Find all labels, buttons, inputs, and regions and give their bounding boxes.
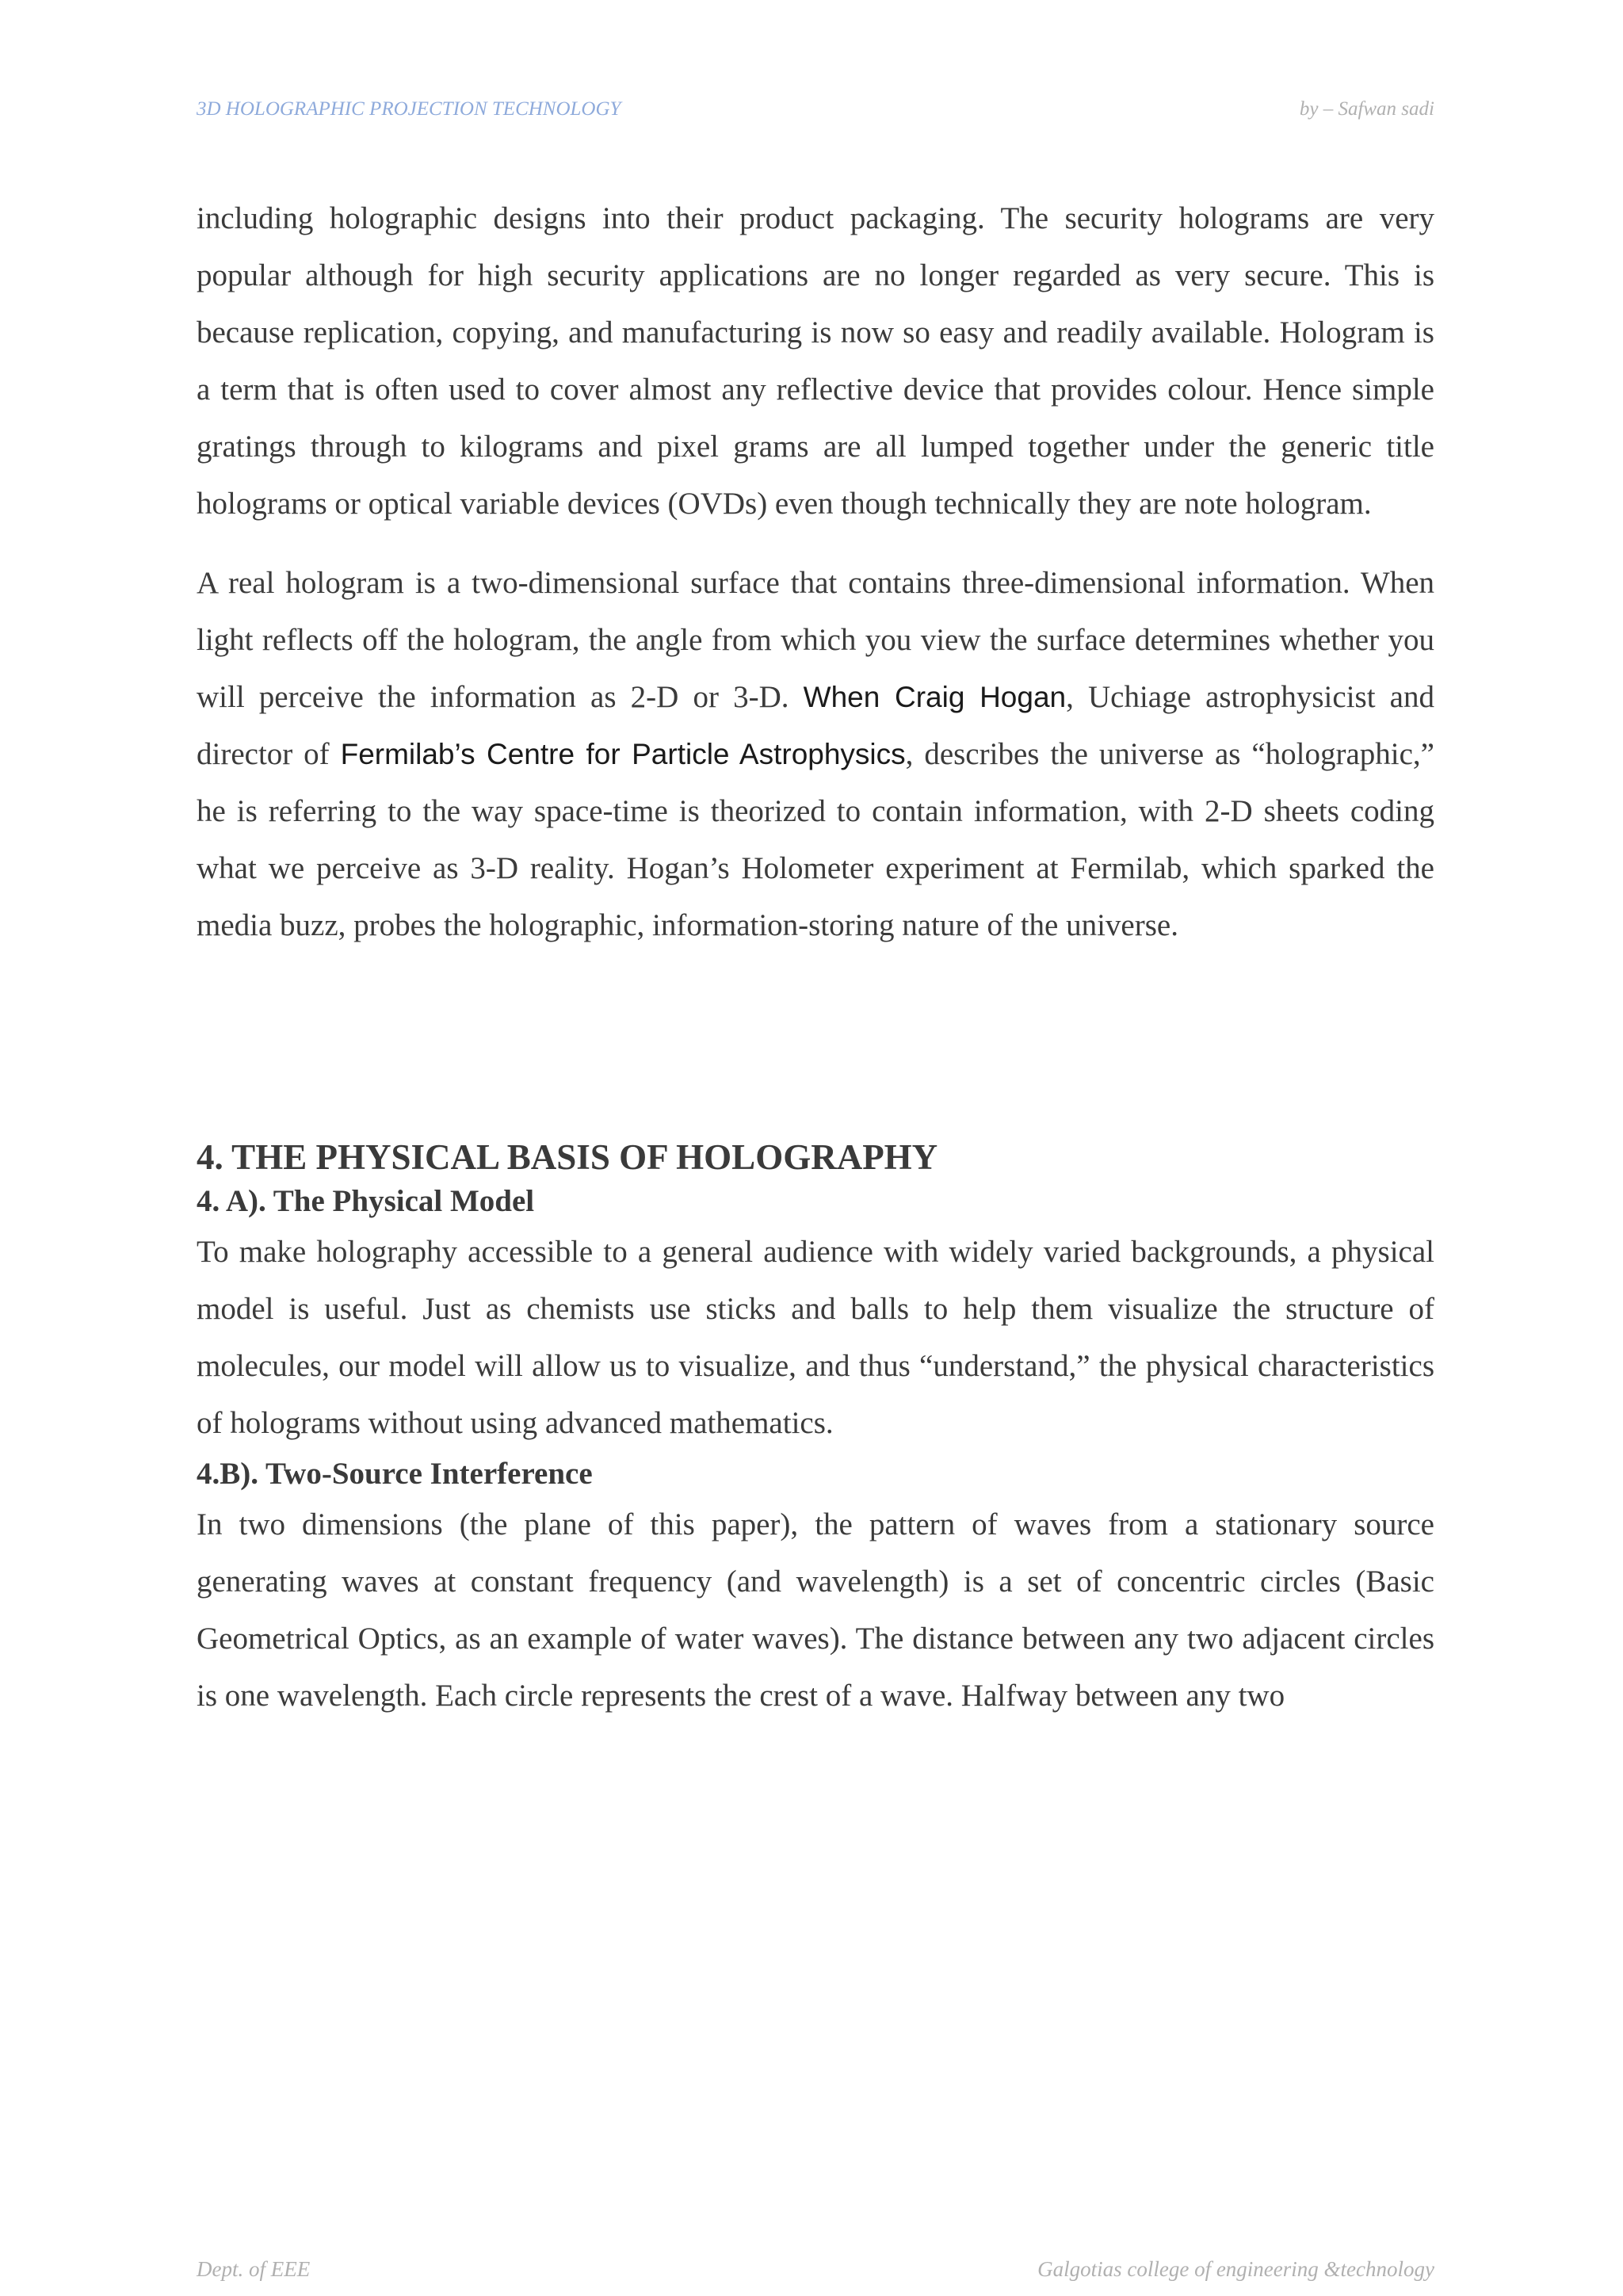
document-title-header: 3D HOLOGRAPHIC PROJECTION TECHNOLOGY (197, 98, 621, 120)
section-heading: 4. THE PHYSICAL BASIS OF HOLOGRAPHY (197, 1137, 938, 1177)
paragraph-two-source: In two dimensions (the plane of this paper), the pattern of waves from a stationary source generating waves at constant frequency (and wavelength) is a set of concentric circles (Basic Geometrical Optics, as an example of water waves). The distance between any two adjacent circles is one wavelength. Each circle represents the crest of a wave. Halfway between any two (197, 1507, 1434, 1713)
college-footer: Galgotias college of engineering &technology (1037, 2257, 1434, 2281)
paragraph-text: , Uchiage astrophysicist and director of (197, 680, 1434, 771)
page-content (197, 190, 1434, 1725)
craig-hogan-link[interactable]: When Craig Hogan (803, 681, 1067, 713)
paragraph-security-holograms: including holographic designs into their product packaging. The security holograms are very popular although for high security applications are no longer regarded as very secure. This is because replication, copying, and manufacturing is now so easy and readily available. Hologram is a term that is often used to cover almost any reflective device that provides colour. Hence simple gratings through to kilograms and pixel grams are all lumped together under the generic title holograms or optical variable devices (OVDs) even though technically they are note hologram. (197, 201, 1434, 521)
paragraph-physical-model: To make holography accessible to a general audience with widely varied backgrounds, a physical model is useful. Just as chemists use sticks and balls to help them visualize the structure of molecules, our model will allow us to visualize, and thus “understand,” the physical characteristics of holograms without using advanced mathematics. (197, 1235, 1434, 1440)
subsection-heading-two-source: 4.B). Two-Source Interference (197, 1457, 593, 1491)
subsection-heading-physical-model: 4. A). The Physical Model (197, 1184, 535, 1218)
paragraph-text: A real hologram is a two-dimensional surface that contains three-dimensional information. When light reflects off the hologram, the angle from which you view the surface determines whether you will perceive the information as 2-D or 3-D. (197, 566, 1434, 714)
author-header: by – Safwan sadi (1299, 98, 1434, 120)
fermilab-link[interactable]: Fermilab’s Centre for Particle Astrophysics (340, 738, 906, 770)
paragraph-text: , describes the universe as “holographic,” he is referring to the way space-time is theorized to contain information, with 2-D sheets coding what we perceive as 3-D reality. Hogan’s Holometer experiment at Fermilab, which sparked the media buzz, probes the holographic, information-storing nature of the universe. (197, 737, 1434, 942)
paragraph-real-hologram (197, 555, 1434, 954)
page-header (197, 98, 1434, 133)
page-footer (197, 2257, 1434, 2289)
department-footer: Dept. of EEE (197, 2257, 311, 2281)
